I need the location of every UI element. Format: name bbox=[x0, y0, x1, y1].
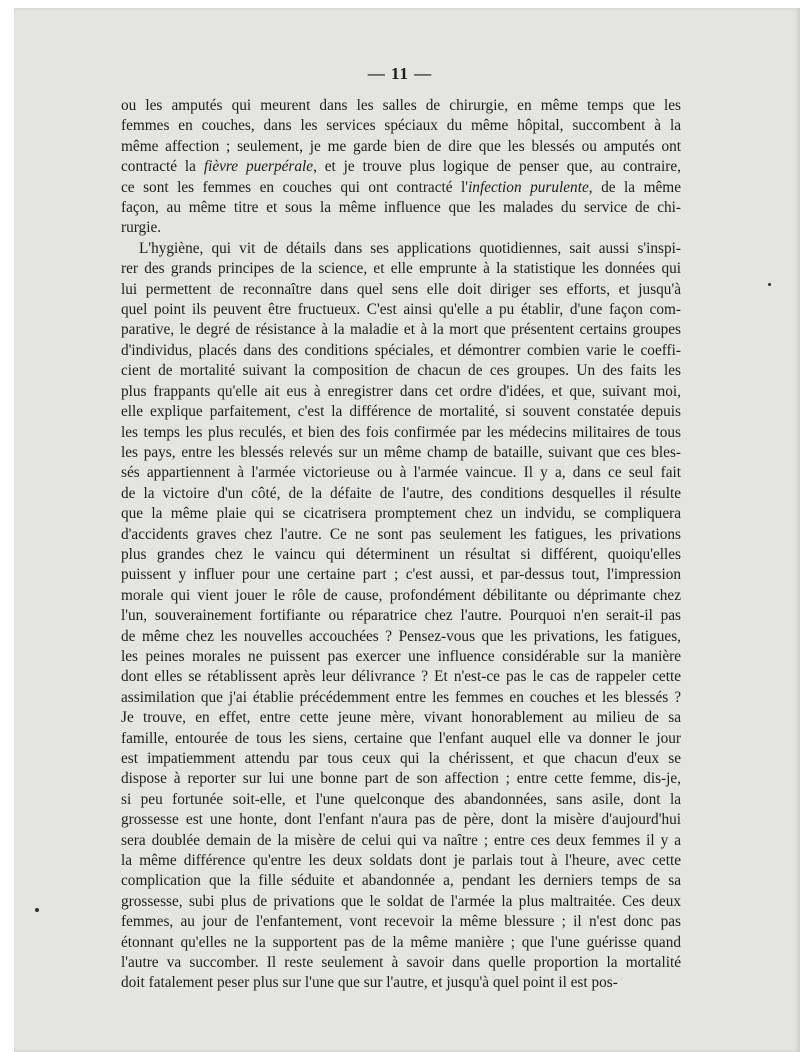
text-line: rer des grands principes de la science, et elle emprunte à la statistique les données qui bbox=[121, 260, 681, 278]
body-text bbox=[121, 96, 681, 994]
text-line: complication que la fille séduite et abandonnée a, pendant les derniers temps de sa bbox=[121, 872, 681, 890]
text-line: de même chez les nouvelles accouchées ? Pensez-vous que les privations, les fatigues, bbox=[121, 627, 681, 645]
text-line: si peu fortunée soit-elle, et l'une quelconque des abandonnées, sans asile, dont la bbox=[121, 790, 681, 808]
text-line: morale qui vient jouer le rôle de cause, profondément débilitante ou déprimante chez bbox=[121, 586, 681, 604]
paragraph-1 bbox=[121, 96, 681, 239]
text-line: contracté la fièvre puerpérale, et je trouve plus logique de penser que, au contraire, bbox=[121, 158, 681, 176]
text-line: sera doublée demain de la misère de celui qui va naître ; entre ces deux femmes il y a bbox=[121, 831, 681, 849]
text-line: sés appartiennent à l'armée victorieuse ou à l'armée vaincue. Il y a, dans ce seul fait bbox=[121, 464, 681, 482]
text-line: doit fatalement peser plus sur l'une que sur l'autre, et jusqu'à quel point il est pos- bbox=[121, 974, 618, 992]
text-line: que la même plaie qui se cicatrisera promptement chez un indvidu, se compliquera bbox=[121, 505, 681, 523]
text-line: lui permettent de reconnaître dans quel sens elle doit diriger ses efforts, et jusqu'à bbox=[121, 280, 681, 298]
text-line: elle explique parfaitement, c'est la différence de mortalité, si souvent constatée depuis bbox=[121, 403, 681, 421]
page-number: — 11 — bbox=[367, 64, 433, 83]
text-line: rurgie. bbox=[121, 219, 162, 237]
text-line: la même différence qu'entre les deux soldats dont je parlais tout à l'heure, avec cette bbox=[121, 852, 681, 870]
text-line: cient de mortalité suivant la composition de chacun de ces groupes. Un des faits les bbox=[121, 362, 681, 380]
text-line: ou les amputés qui meurent dans les salles de chirurgie, en même temps que les bbox=[121, 97, 681, 114]
text-line: même affection ; seulement, je me garde bien de dire que les blessés ou amputés ont bbox=[121, 137, 681, 155]
text-line: est impatiemment attendu par tous ceux qui la chérissent, et que chacun d'eux se bbox=[121, 750, 681, 767]
text-line: L'hygiène, qui vit de détails dans ses applications quotidiennes, sait aussi s'inspi- bbox=[139, 239, 681, 257]
text-line: ce sont les femmes en couches qui ont contracté l'infection purulente, de la même bbox=[121, 178, 681, 196]
text-line: plus frappants qu'elle ait eus à enregistrer dans cet ordre d'idées, et que, suivant moi, bbox=[121, 382, 681, 400]
text-line: dont elles se rétablissent après leur délivrance ? Et n'est-ce pas le cas de rappeler cette bbox=[121, 668, 681, 686]
text-line: famille, entourée de tous les siens, certaine que l'enfant auquel elle va donner le jour bbox=[121, 729, 681, 747]
text-line: l'un, souverainement fortifiante ou réparatrice chez l'autre. Pourquoi n'en serait-il pas bbox=[121, 607, 681, 625]
text-line: Je trouve, en effet, entre cette jeune mère, vivant honorablement au milieu de sa bbox=[121, 709, 681, 727]
paragraph-2 bbox=[121, 239, 681, 994]
text-line: quel point ils peuvent être fructueux. C'est ainsi qu'elle a pu établir, d'une façon com- bbox=[121, 301, 681, 319]
italic-term: fièvre puerpérale bbox=[203, 158, 314, 176]
text-line: grossesse est une honte, dont l'enfant n'aura pas de père, dont la misère d'aujourd'hui bbox=[121, 811, 681, 829]
text-line: les temps les plus reculés, et bien des fois confirmée par les médecins militaires de tous bbox=[121, 423, 681, 441]
italic-term: infection purulente bbox=[468, 178, 589, 196]
text-line: l'autre va succomber. Il reste seulement à savoir dans quelle proportion la mortalité bbox=[121, 954, 681, 972]
text-line: les peines morales ne puissent pas exercer une influence considérable sur la manière bbox=[121, 647, 681, 665]
text-line: femmes, au jour de l'enfantement, vont recevoir la même blessure ; il n'est donc pas bbox=[121, 913, 681, 931]
text-line: dispose à reporter sur lui une bonne part de son affection ; entre cette femme, dis-je, bbox=[121, 770, 681, 788]
text-line: puissent y influer pour une certaine part ; c'est aussi, et par-dessus tout, l'impression bbox=[121, 566, 681, 584]
text-line: grossesse, subi plus de privations que le soldat de l'armée la plus maltraitée. Ces deux bbox=[121, 892, 681, 910]
text-line: parative, le degré de résistance à la maladie et à la mort que présentent certains groupes bbox=[121, 321, 681, 339]
text-line: étonnant qu'elles ne la supportent pas de la même manière ; que l'une guérisse quand bbox=[121, 933, 681, 951]
text-line: assimilation que j'ai établie précédemment entre les femmes en couches et les blessés ? bbox=[121, 688, 681, 706]
text-line: façon, au même titre et sous la même influence que les malades du service de chi- bbox=[121, 199, 681, 217]
text-line: de la victoire d'un côté, de la défaite de l'autre, des conditions desquelles il résulte bbox=[121, 484, 681, 502]
text-line: plus grandes chez le vaincu qui déterminent un résultat si différent, quoiqu'elles bbox=[121, 545, 681, 563]
margin-speck bbox=[768, 283, 771, 286]
text-line: les pays, entre les blessés relevés sur un même champ de bataille, suivant que ces bles- bbox=[121, 443, 681, 461]
text-line: d'individus, placés dans des conditions spéciales, et démontrer combien varie le coeffi- bbox=[121, 341, 681, 359]
text-line: d'accidents graves chez l'autre. Ce ne sont pas seulement les fatigues, les privations bbox=[121, 525, 681, 543]
text-line: femmes en couches, dans les services spéciaux du même hôpital, succombent à la bbox=[121, 117, 681, 135]
margin-speck bbox=[35, 908, 39, 912]
